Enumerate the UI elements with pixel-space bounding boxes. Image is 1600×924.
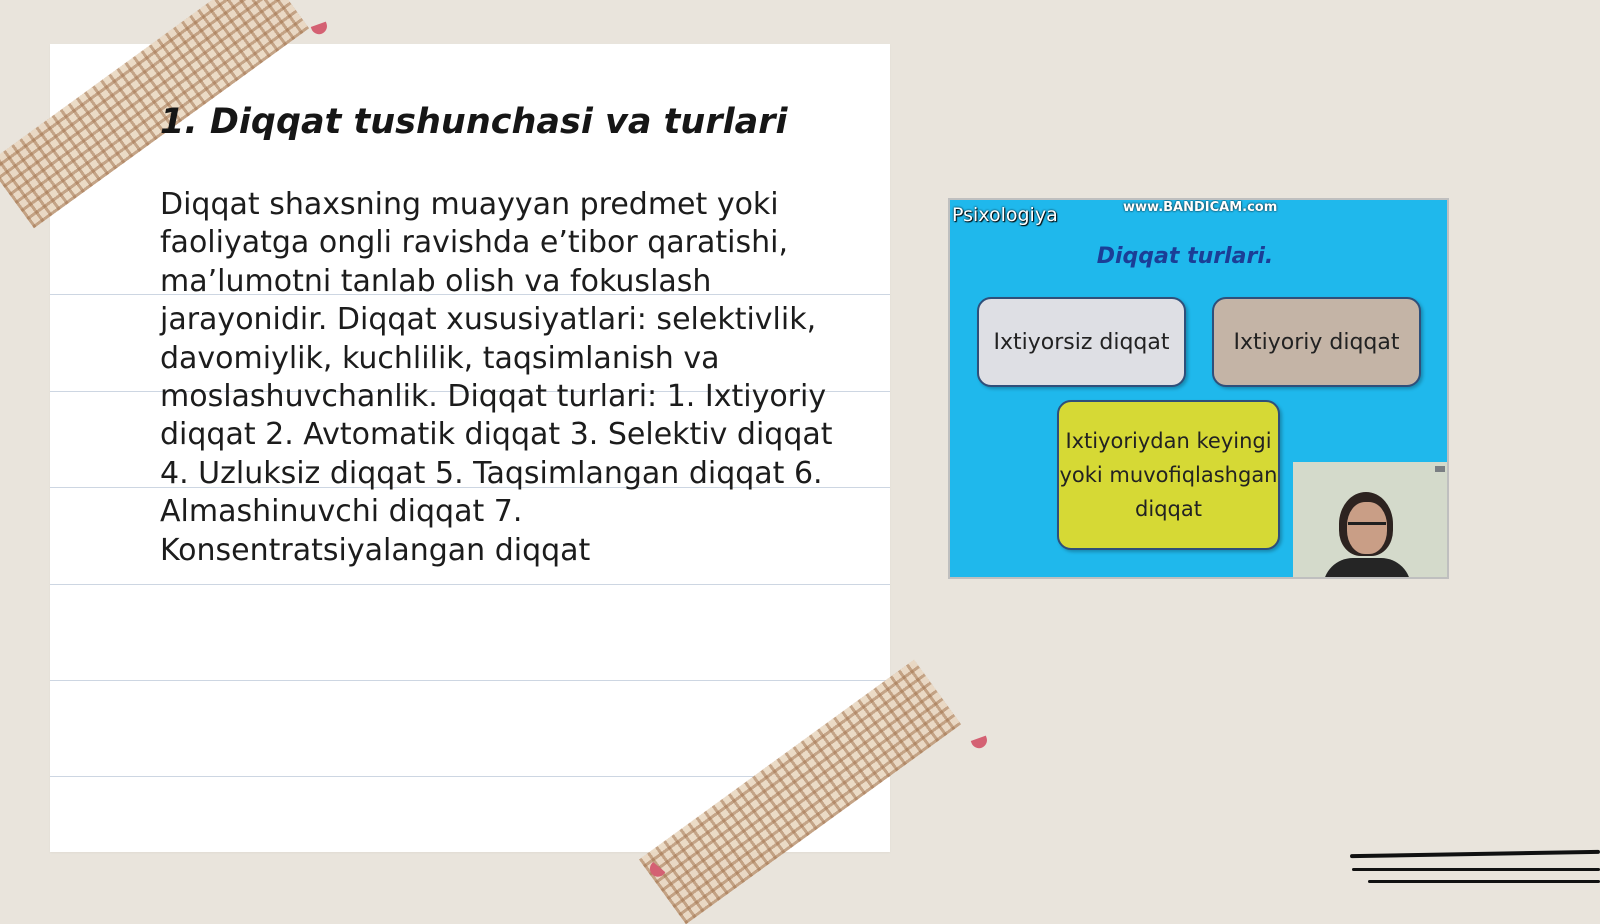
decorative-tape-tip [311,22,329,37]
presenter-glasses [1348,522,1386,533]
decorative-tape-tip [971,736,989,751]
webcam-overlay [1293,462,1447,577]
involuntary-attention-box: Ixtiyorsiz diqqat [977,297,1186,387]
decorative-scribble [1352,868,1600,871]
paper-rule [50,680,890,681]
decorative-scribble [1350,850,1600,858]
slide-body-text: Diqqat shaxsning muayyan predmet yoki faoliyatga ongli ravishda e’tibor qaratishi, ma’lumotni tanlab olish va fokuslash jarayonidir. Diqqat xususiyatlari: selektivlik, davomiylik, kuchlilik, taqsimlanish va moslashuvchanlik. Diqqat turlari: 1. Ixtiyoriy diqqat 2. Avtomatik diqqat 3. Selektiv diqqat 4. Uzluksiz diqqat 5. Taqsimlangan diqqat 6. Almashinuvchi diqqat 7. Konsentratsiyalangan diqqat [160,187,833,568]
post-voluntary-attention-box: Ixtiyoriydan keyingi yoki muvofiqlashgan diqqat [1057,400,1280,550]
voluntary-attention-box: Ixtiyoriy diqqat [1212,297,1421,387]
video-channel-label: Psixologiya [952,204,1058,226]
presenter-body [1323,558,1411,577]
video-slide-heading: Diqqat turlari. [1096,244,1274,269]
recorder-watermark: www.BANDICAM.com [1123,200,1278,215]
embedded-video-screenshot [950,200,1447,577]
slide-title: 1. Diqqat tushunchasi va turlari [160,102,788,142]
paper-rule [50,584,890,585]
overlay-handle [1435,466,1445,472]
decorative-scribble [1368,880,1600,883]
